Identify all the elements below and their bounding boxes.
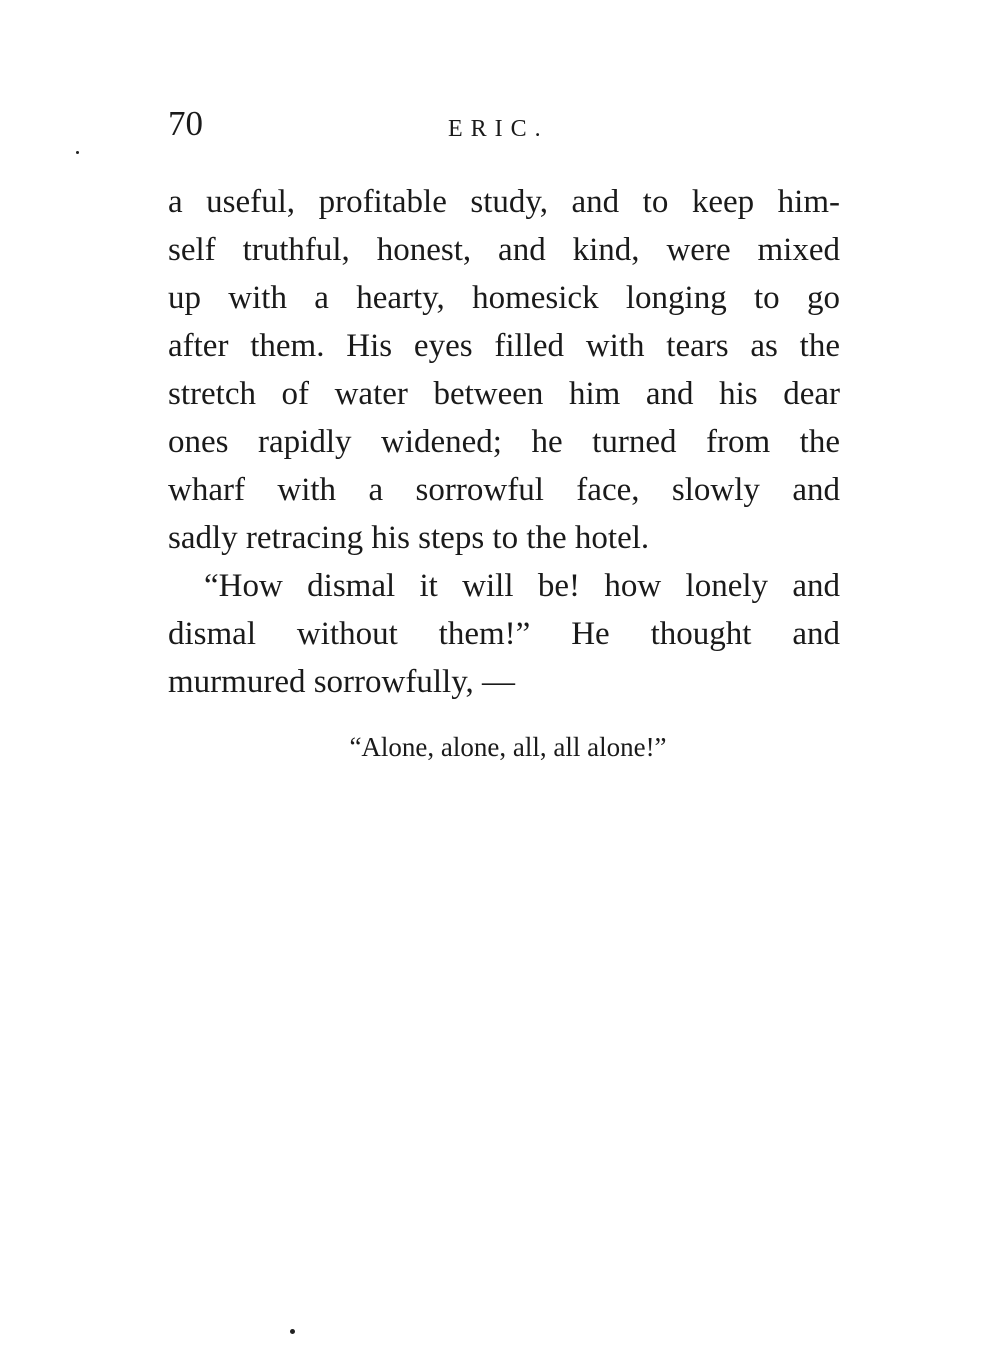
- verse-quote: “Alone, alone, all, all alone!”: [349, 732, 667, 762]
- text-line: after them. His eyes filled with tears as the: [168, 328, 840, 364]
- page-number: 70: [168, 104, 203, 143]
- print-speck: [76, 151, 79, 154]
- text-line: sadly retracing his steps to the hotel.: [168, 520, 650, 556]
- text-line: a useful, profitable study, and to keep him-: [168, 184, 840, 220]
- text-line: “How dismal it will be! how lonely and: [204, 568, 840, 604]
- body-text: [168, 178, 840, 706]
- print-speck: [290, 1329, 295, 1334]
- text-line: ones rapidly widened; he turned from the: [168, 424, 840, 460]
- text-line: self truthful, honest, and kind, were mixed: [168, 232, 840, 268]
- text-line: stretch of water between him and his dear: [168, 376, 840, 412]
- text-line: murmured sorrowfully, —: [168, 664, 516, 700]
- text-line: wharf with a sorrowful face, slowly and: [168, 472, 840, 508]
- text-line: up with a hearty, homesick longing to go: [168, 280, 840, 316]
- text-line: dismal without them!” He thought and: [168, 616, 840, 652]
- running-head: ERIC.: [448, 116, 549, 142]
